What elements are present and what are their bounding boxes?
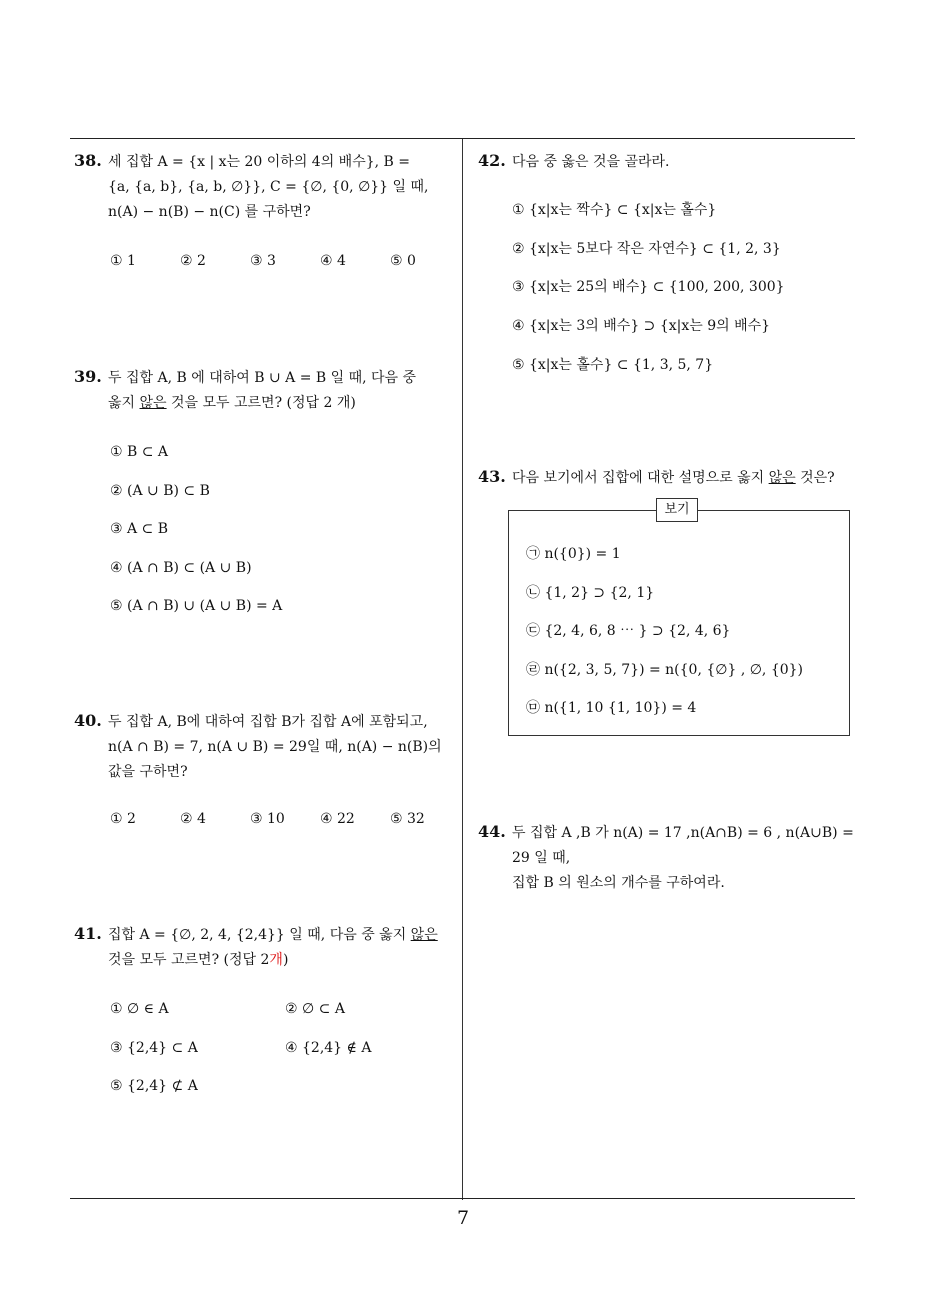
underlined-not: 않은 <box>139 395 167 411</box>
question-38-choices <box>110 253 460 269</box>
choice-1[interactable]: ① B ⊂ A <box>110 444 169 460</box>
question-44-line-1: 44. 두 집합 A ,B 가 n(A) = 17 ,n(A∩B) = 6 , n(A∪B) = <box>478 819 863 846</box>
underlined-not: 않은 <box>768 470 796 486</box>
question-43 <box>478 464 863 491</box>
bogi-item-4: ㉣ n({2, 3, 5, 7}) = n({0, {∅} , ∅, {0}) <box>526 662 803 678</box>
question-39 <box>74 364 456 416</box>
choice-5[interactable]: ⑤ (A ∩ B) ∪ (A ∪ B) = A <box>110 598 283 614</box>
question-40-choices <box>110 811 460 827</box>
bogi-item-3: ㉢ {2, 4, 6, 8 ⋯ } ⊃ {2, 4, 6} <box>526 623 731 639</box>
question-41 <box>74 921 459 973</box>
choice-5[interactable]: ⑤ 32 <box>390 811 425 827</box>
question-40 <box>74 708 459 785</box>
choice-3[interactable]: ③ {2,4} ⊂ A <box>110 1040 198 1056</box>
choice-4[interactable]: ④ {x|x는 3의 배수} ⊃ {x|x는 9의 배수} <box>512 318 771 334</box>
choice-4[interactable]: ④ 4 <box>320 253 346 269</box>
question-41-line-1: 41. 집합 A = {∅, 2, 4, {2,4}} 일 때, 다음 중 옳지 않은 <box>74 921 459 948</box>
question-40-line-1: 40. 두 집합 A, B에 대하여 집합 B가 집합 A에 포함되고, <box>74 708 459 735</box>
question-42 <box>478 148 858 175</box>
question-38-line-1: 38. 세 집합 A = {x | x는 20 이하의 4의 배수}, B = <box>74 148 456 175</box>
choice-3[interactable]: ③ A ⊂ B <box>110 521 169 537</box>
choice-2[interactable]: ② 4 <box>180 811 206 827</box>
bottom-rule <box>70 1198 855 1199</box>
red-count-unit: 개 <box>269 952 283 968</box>
choice-3[interactable]: ③ 3 <box>250 253 276 269</box>
choice-1[interactable]: ① 1 <box>110 253 136 269</box>
question-39-line-1: 39. 두 집합 A, B 에 대하여 B ∪ A = B 일 때, 다음 중 <box>74 364 456 391</box>
question-38-line-3: n(A) − n(B) − n(C) 를 구하면? <box>108 204 311 220</box>
question-number: 44. <box>478 822 506 841</box>
question-number: 43. <box>478 467 506 486</box>
choice-2[interactable]: ② (A ∪ B) ⊂ B <box>110 483 210 499</box>
question-42-line-1: 42. 다음 중 옳은 것을 골라라. <box>478 148 858 175</box>
bogi-title: 보기 <box>656 498 698 522</box>
choice-3[interactable]: ③ {x|x는 25의 배수} ⊂ {100, 200, 300} <box>512 279 785 295</box>
page-number: 7 <box>456 1207 470 1229</box>
question-number: 41. <box>74 924 102 943</box>
question-39-line-2: 옳지 않은 것을 모두 고르면? (정답 2 개) <box>108 395 356 411</box>
question-38-line-2: {a, {a, b}, {a, b, ∅}}, C = {∅, {0, ∅}} 일 때, <box>108 179 429 195</box>
question-40-line-3: 값을 구하면? <box>108 764 188 780</box>
question-44 <box>478 819 863 896</box>
choice-2[interactable]: ② {x|x는 5보다 작은 자연수} ⊂ {1, 2, 3} <box>512 241 781 257</box>
question-number: 42. <box>478 151 506 170</box>
question-number: 39. <box>74 367 102 386</box>
choice-5[interactable]: ⑤ 0 <box>390 253 416 269</box>
question-43-line-1: 43. 다음 보기에서 집합에 대한 설명으로 옳지 않은 것은? <box>478 464 863 491</box>
column-divider <box>462 139 463 1200</box>
question-number: 40. <box>74 711 102 730</box>
question-40-line-2: n(A ∩ B) = 7, n(A ∪ B) = 29일 때, n(A) − n(B)의 <box>108 739 442 755</box>
choice-4[interactable]: ④ 22 <box>320 811 355 827</box>
bogi-item-1: ㉠ n({0}) = 1 <box>526 546 621 562</box>
choice-5[interactable]: ⑤ {2,4} ⊄ A <box>110 1078 198 1094</box>
underlined-not: 않은 <box>410 927 438 943</box>
choice-1[interactable]: ① {x|x는 짝수} ⊂ {x|x는 홀수} <box>512 202 717 218</box>
question-38 <box>74 148 456 225</box>
choice-1[interactable]: ① 2 <box>110 811 136 827</box>
question-41-line-2: 것을 모두 고르면? (정답 2개) <box>108 952 289 968</box>
choice-1[interactable]: ① ∅ ∈ A <box>110 1001 169 1017</box>
question-number: 38. <box>74 151 102 170</box>
question-44-line-2: 29 일 때, <box>512 850 571 866</box>
choice-4[interactable]: ④ {2,4} ∉ A <box>285 1040 372 1056</box>
choice-5[interactable]: ⑤ {x|x는 홀수} ⊂ {1, 3, 5, 7} <box>512 357 714 373</box>
choice-2[interactable]: ② 2 <box>180 253 206 269</box>
bogi-item-2: ㉡ {1, 2} ⊃ {2, 1} <box>526 585 655 601</box>
bogi-item-5: ㉤ n({1, 10 {1, 10}) = 4 <box>526 700 697 716</box>
choice-2[interactable]: ② ∅ ⊂ A <box>285 1001 345 1017</box>
choice-4[interactable]: ④ (A ∩ B) ⊂ (A ∪ B) <box>110 560 252 576</box>
choice-3[interactable]: ③ 10 <box>250 811 285 827</box>
question-44-line-3: 집합 B 의 원소의 개수를 구하여라. <box>512 875 725 891</box>
